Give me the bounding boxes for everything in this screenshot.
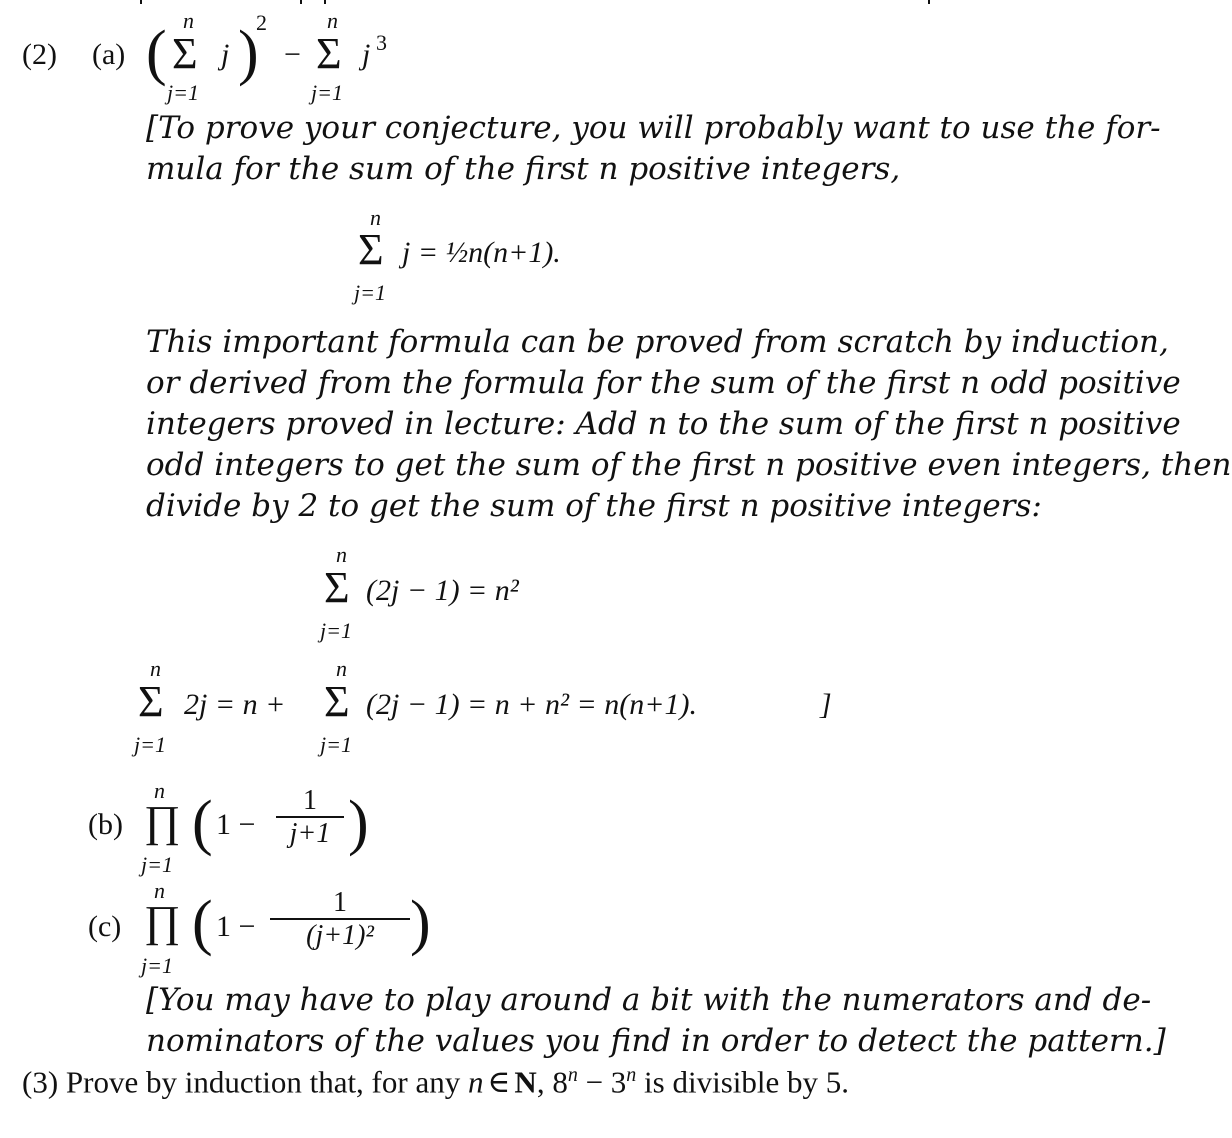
exponent: 3 <box>376 30 387 55</box>
problem-3-text: , 8 <box>536 1064 568 1100</box>
sigma-symbol: Σ <box>172 29 198 78</box>
product-symbol: ∏ <box>144 797 181 846</box>
fraction-denominator: j+1 <box>289 818 331 849</box>
part-c-label: (c) <box>88 910 122 943</box>
naturals-symbol: N <box>514 1064 537 1100</box>
sigma-symbol: Σ <box>138 677 164 726</box>
right-paren: ) <box>348 789 369 857</box>
problem-3-label: (3) <box>22 1064 59 1100</box>
right-paren: ) <box>410 889 431 957</box>
left-paren: ( <box>146 19 167 87</box>
right-paren: ) <box>238 19 259 87</box>
exponent: 2 <box>256 10 267 35</box>
product-symbol: ∏ <box>144 897 181 946</box>
sum-upper-limit: n <box>336 656 347 681</box>
even-sum-body: 2j = n + <box>184 688 286 721</box>
product-lower-limit: j=1 <box>141 953 173 978</box>
fraction-numerator: 1 <box>333 887 347 918</box>
one-minus: 1 − <box>216 910 256 943</box>
fraction-numerator: 1 <box>303 785 317 816</box>
paragraph-line: or derived from the formula for the sum of the first n odd positive <box>146 365 1181 401</box>
problem-2-label: (2) <box>22 38 57 71</box>
sum-upper-limit: n <box>183 8 194 33</box>
sigma-symbol: Σ <box>324 563 350 612</box>
previous-line-fragment <box>0 0 1076 6</box>
even-sum-result: (2j − 1) = n + n² = n(n+1). <box>366 688 698 721</box>
paragraph-line: This important formula can be proved from scratch by induction, <box>146 324 1169 360</box>
sum-lower-limit: j=1 <box>320 732 352 757</box>
exponent: n <box>567 1064 578 1086</box>
sum-upper-limit: n <box>150 656 161 681</box>
product-upper-limit: n <box>154 778 165 803</box>
closing-bracket: ] <box>820 688 832 721</box>
hint-line: nominators of the values you find in order to detect the pattern.] <box>146 1023 1166 1059</box>
formula-body: j = ½n(n+1). <box>402 236 561 269</box>
paragraph-line: odd integers to get the sum of the first n positive even integers, then <box>146 447 1232 483</box>
hint-line: mula for the sum of the first n positive integers, <box>146 151 901 187</box>
summand: j <box>362 38 371 71</box>
element-of-symbol: ∈ <box>487 1064 511 1100</box>
odd-sum-body: (2j − 1) = n² <box>366 574 519 607</box>
sigma-symbol: Σ <box>324 677 350 726</box>
problem-3 <box>22 1064 849 1100</box>
fraction-denominator: (j+1)² <box>306 920 374 951</box>
hint-line: [To prove your conjecture, you will probably want to use the for- <box>146 110 1161 146</box>
one-minus: 1 − <box>216 808 256 841</box>
paragraph-line: integers proved in lecture: Add n to the sum of the first n positive <box>146 406 1181 442</box>
sum-lower-limit: j=1 <box>167 80 199 105</box>
product-upper-limit: n <box>154 878 165 903</box>
left-paren: ( <box>192 789 213 857</box>
problem-3-text: − 3 <box>577 1064 627 1100</box>
fraction <box>270 888 410 952</box>
sum-upper-limit: n <box>336 542 347 567</box>
sigma-symbol: Σ <box>316 29 342 78</box>
exponent: n <box>626 1064 637 1086</box>
part-a-label: (a) <box>92 38 126 71</box>
paragraph-line: divide by 2 to get the sum of the first n positive integers: <box>146 488 1042 524</box>
math-variable: n <box>467 1064 484 1100</box>
left-paren: ( <box>192 889 213 957</box>
fraction <box>276 786 344 850</box>
problem-3-text: is divisible by 5. <box>636 1064 849 1100</box>
sum-lower-limit: j=1 <box>320 618 352 643</box>
sigma-symbol: Σ <box>358 225 384 274</box>
minus-sign: − <box>284 38 301 71</box>
hint-line: [You may have to play around a bit with the numerators and de- <box>146 982 1152 1018</box>
product-lower-limit: j=1 <box>141 852 173 877</box>
sum-lower-limit: j=1 <box>311 80 343 105</box>
problem-3-text: Prove by induction that, for any <box>65 1064 461 1100</box>
part-b-label: (b) <box>88 808 123 841</box>
sum-lower-limit: j=1 <box>134 732 166 757</box>
sum-upper-limit: n <box>327 8 338 33</box>
summand: j <box>221 38 230 71</box>
sum-upper-limit: n <box>370 205 381 230</box>
sum-lower-limit: j=1 <box>354 280 386 305</box>
